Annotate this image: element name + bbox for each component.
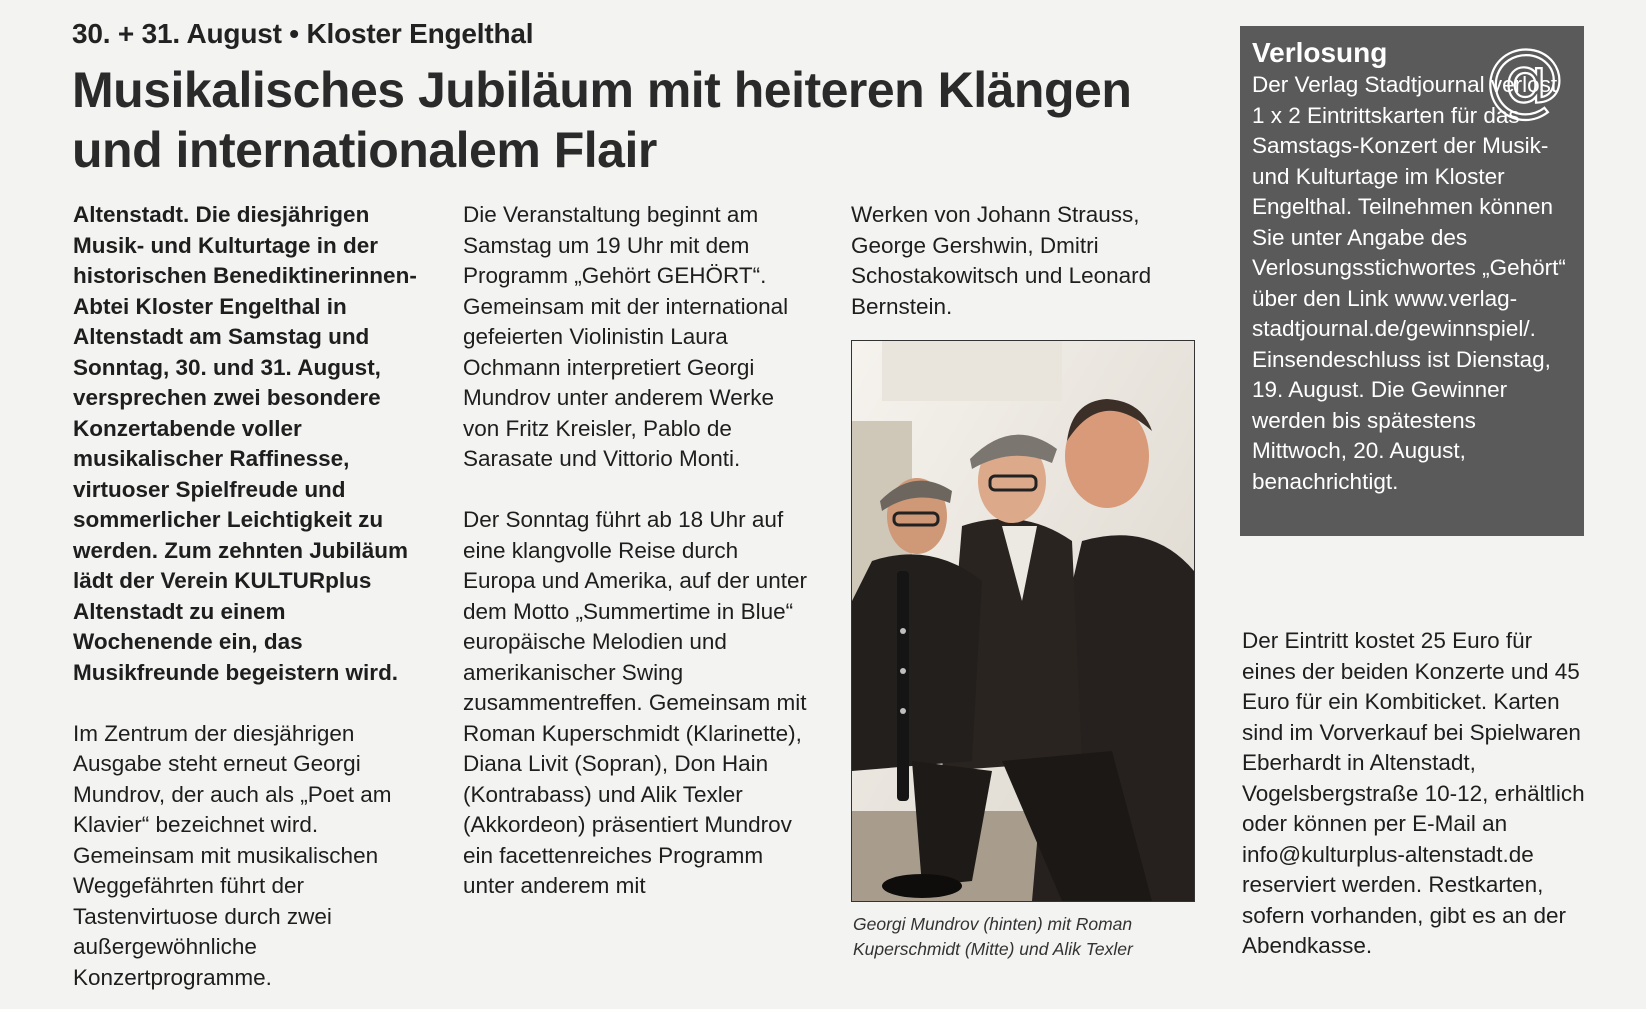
svg-text:@: @ [1485, 40, 1565, 122]
article-column-3 [851, 200, 1201, 322]
article-paragraph: Der Eintritt kostet 25 Euro für eines der beiden Konzerte und 45 Euro für ein Kombiticket. Karten sind im Vorverkauf bei Spielwaren Eberhardt in Altenstadt, Vogelsbergstraße 10-12, erhältlich oder können per E-Mail an info@kulturplus-altenstadt.de reserviert werden. Restkarten, sofern vorhanden, gibt es an der Abendkasse. [1242, 628, 1585, 958]
dateline: 30. + 31. August • Kloster Engelthal [72, 18, 534, 49]
article-paragraph: Werken von Johann Strauss, George Gershwin, Dmitri Schostakowitsch und Leonard Bernstein. [851, 202, 1152, 319]
raffle-box [1240, 26, 1584, 536]
article-lead-paragraph: Altenstadt. Die diesjährigen Musik- und Kulturtage in der historischen Benediktinerinnen-Abtei Kloster Engelthal in Altenstadt am Samstag und Sonntag, 30. und 31. August, versprechen zwei besondere Konzertabende voller musikalischer Raffinesse, virtuoser Spielfreude und sommerlicher Leichtigkeit zu werden. Zum zehnten Jubiläum lädt der Verein KULTURplus Altenstadt zu einem Wochenende ein, das Musikfreunde begeistern wird. [73, 202, 417, 685]
at-sign-icon [1484, 40, 1566, 122]
article-paragraph: Der Sonntag führt ab 18 Uhr auf eine klangvolle Reise durch Europa und Amerika, auf der unter dem Motto „Summertime in Blue“ europäische Melodien und amerikanischer Swing zusammentreffen. Gemeinsam mit Roman Kuperschmidt (Klarinette), Diana Livit (Sopran), Don Hain (Kontrabass) und Alik Texler (Akkordeon) präsentiert Mundrov ein facettenreiches Programm unter anderem mit [463, 507, 807, 898]
bleed-through-background [850, 20, 857, 51]
raffle-box-title: Verlosung [1252, 37, 1388, 68]
musicians-photo [851, 340, 1195, 902]
article-paragraph: Die Veranstaltung beginnt am Samstag um 19 Uhr mit dem Programm „Gehört GEHÖRT“. Gemeinsam mit der international gefeierten Violinistin Laura Ochmann interpretiert Georgi Mundrov unter anderem Werke von Fritz Kreisler, Pablo de Sarasate und Vittorio Monti. [463, 202, 789, 471]
article-paragraph: Im Zentrum der diesjährigen Ausgabe steht erneut Georgi Mundrov, der auch als „Poet am Klavier“ bezeichnet wird. Gemeinsam mit musikalischen Weggefährten führt der Tastenvirtuose durch zwei außergewöhnliche Konzertprogramme. [73, 720, 392, 990]
raffle-box-text: Der Verlag Stadtjournal verlost 1 x 2 Eintrittskarten für das Samstags-Konzert der Musik- und Kulturtage im Kloster Engelthal. Teilnehmen können Sie unter Angabe des Verlosungsstichwortes „Gehört“ über den Link www.verlag-stadtjournal.de/gewinnspiel/. Einsendeschluss ist Dienstag, 19. August. Die Gewinner werden bis spätestens Mittwoch, 20. August, benachrichtigt. [1252, 72, 1566, 494]
photo-caption: Georgi Mundrov (hinten) mit Roman Kuperschmidt (Mitte) und Alik Texler [853, 914, 1133, 959]
photo-illustration [852, 341, 1194, 901]
article-headline: Musikalisches Jubiläum mit heiteren Klängen und internationalem Flair [72, 62, 1132, 178]
article-column-2 [463, 200, 813, 902]
article-column-4 [1242, 626, 1592, 962]
article-column-1 [73, 200, 423, 993]
